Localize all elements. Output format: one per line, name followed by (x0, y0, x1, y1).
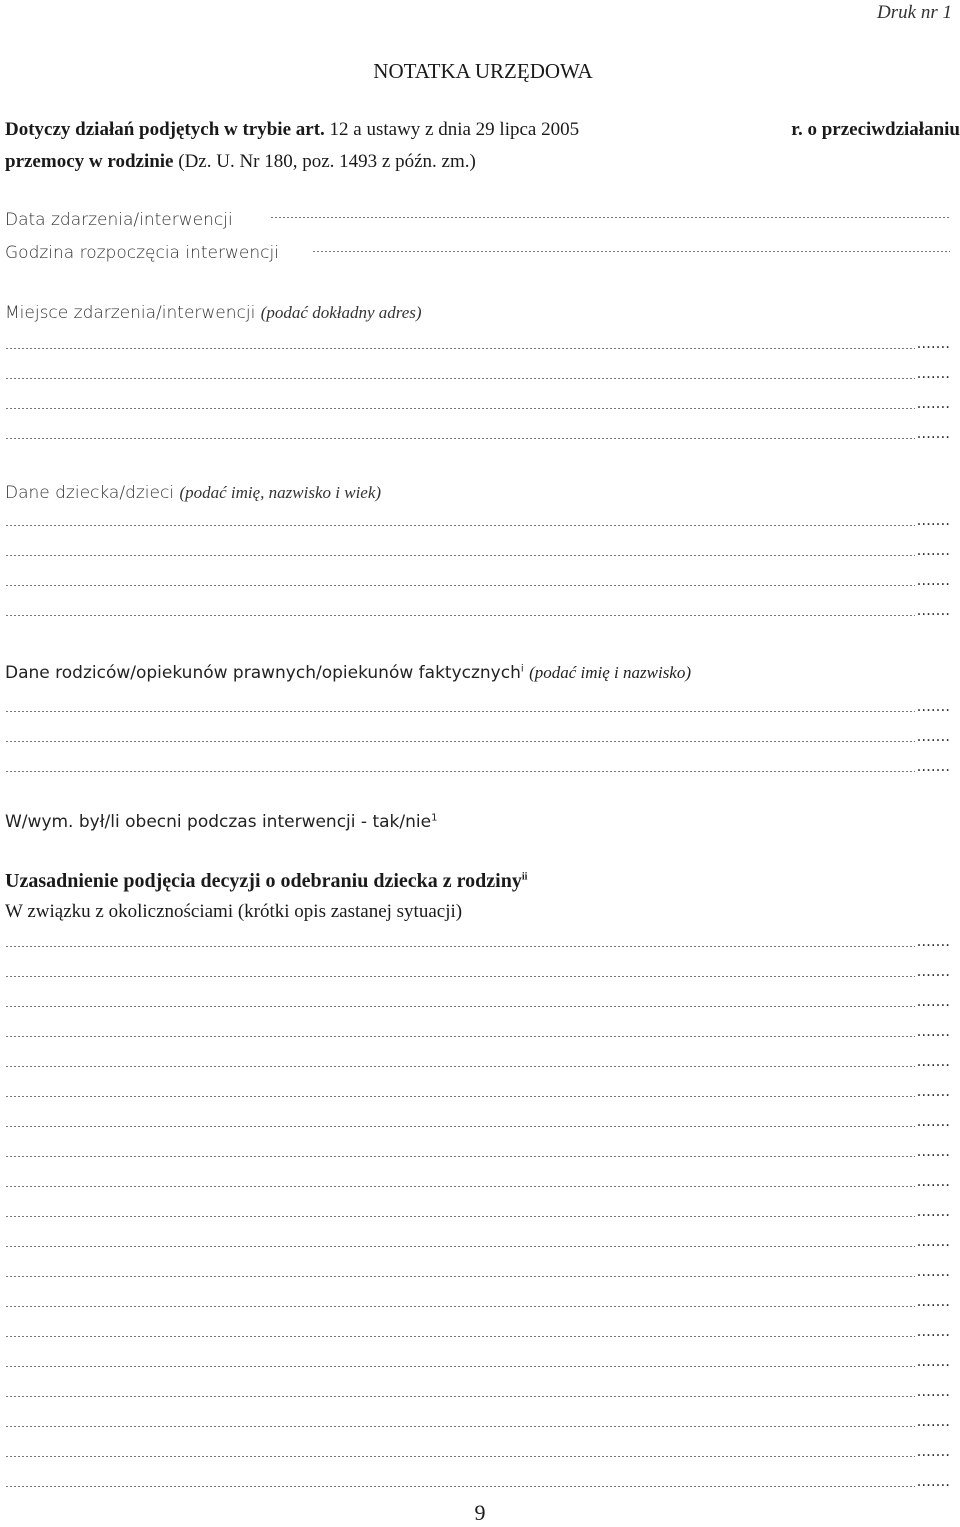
justification-heading: Uzasadnienie podjęcia decyzji o odebraniu dziecka z rodziny$^{ii}$ (5, 870, 528, 892)
justification-line[interactable]: ....... (5, 1205, 950, 1217)
parents-data-hint: (podać imię i nazwisko) (529, 663, 692, 682)
child-data-hint: (podać imię, nazwisko i wiek) (179, 483, 382, 502)
justification-line[interactable]: ....... (5, 935, 950, 947)
justification-line[interactable]: ....... (5, 1145, 950, 1157)
form-number: Druk nr 1 (877, 2, 952, 23)
justification-line[interactable]: ....... (5, 1055, 950, 1067)
subject-bold-2: r. o przeciwdziałaniu (791, 119, 960, 140)
parents-line[interactable]: ....... (5, 760, 950, 772)
page-title: NOTATKA URZĘDOWA (373, 59, 593, 83)
page-number: 9 (474, 1500, 486, 1525)
child-line[interactable]: ....... (5, 604, 950, 616)
justification-line[interactable]: ....... (5, 1295, 950, 1307)
justification-line[interactable]: ....... (5, 1085, 950, 1097)
justification-line[interactable]: ....... (5, 1025, 950, 1037)
incident-date-field[interactable] (270, 206, 950, 218)
incident-place-label: Miejsce zdarzenia/interwencji (podać dokładny adres) (5, 303, 422, 323)
incident-place-hint: (podać dokładny adres) (260, 303, 422, 322)
justification-line[interactable]: ....... (5, 1115, 950, 1127)
child-line[interactable]: ....... (5, 544, 950, 556)
child-line[interactable]: ....... (5, 514, 950, 526)
subject-line-1 (5, 119, 960, 141)
place-line[interactable]: ....... (5, 397, 950, 409)
place-line[interactable]: ....... (5, 337, 950, 349)
child-line[interactable]: ....... (5, 574, 950, 586)
start-time-label: Godzina rozpoczęcia interwencji (5, 243, 279, 263)
present-label: W/wym. był/li obecni podczas interwencji - tak/nie$^1$ (5, 812, 438, 832)
start-time-field[interactable] (312, 240, 950, 252)
justification-line[interactable]: ....... (5, 1265, 950, 1277)
justification-line[interactable]: ....... (5, 1475, 950, 1487)
subject-line-2 (5, 151, 476, 173)
parents-data-label: Dane rodziców/opiekunów prawnych/opiekunów faktycznych$^i$ (podać imię i nazwisko) (5, 663, 692, 683)
justification-line[interactable]: ....... (5, 1385, 950, 1397)
justification-line[interactable]: ....... (5, 1325, 950, 1337)
parents-line[interactable]: ....... (5, 730, 950, 742)
justification-line[interactable]: ....... (5, 1175, 950, 1187)
justification-line[interactable]: ....... (5, 1235, 950, 1247)
place-line[interactable]: ....... (5, 367, 950, 379)
child-data-label: Dane dziecka/dzieci (podać imię, nazwisko i wiek) (5, 483, 382, 503)
subject-normal-2: (Dz. U. Nr 180, poz. 1493 z późn. zm.) (178, 151, 476, 172)
place-line[interactable]: ....... (5, 427, 950, 439)
justification-line[interactable]: ....... (5, 1445, 950, 1457)
justification-line[interactable]: ....... (5, 1355, 950, 1367)
justification-subtext: W związku z okolicznościami (krótki opis zastanej sytuacji) (5, 901, 463, 922)
subject-normal-1: 12 a ustawy z dnia 29 lipca 2005 (329, 119, 580, 140)
justification-line[interactable]: ....... (5, 995, 950, 1007)
justification-line[interactable]: ....... (5, 1415, 950, 1427)
justification-line[interactable]: ....... (5, 965, 950, 977)
parents-line[interactable]: ....... (5, 700, 950, 712)
subject-bold-3: przemocy w rodzinie (5, 151, 174, 172)
subject-bold-1: Dotyczy działań podjętych w trybie art. (5, 119, 325, 140)
incident-date-label: Data zdarzenia/interwencji (5, 210, 233, 230)
